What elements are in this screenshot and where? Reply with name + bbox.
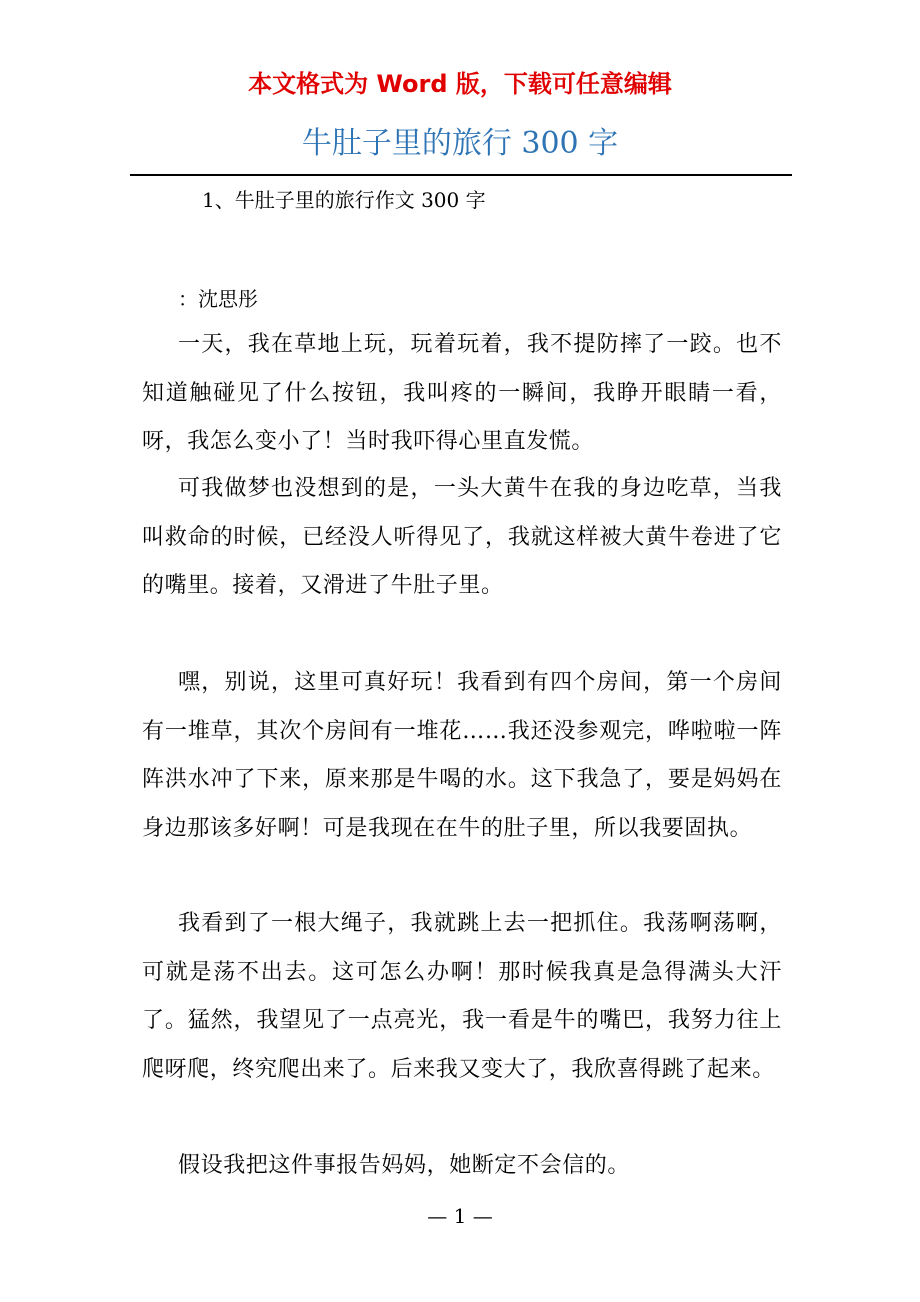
paragraph: 一天，我在草地上玩，玩着玩着，我不提防摔了一跤。也不知道触碰见了什么按钮，我叫疼的一瞬间，我睁开眼睛一看，呀，我怎么变小了！当时我吓得心里直发慌。 bbox=[142, 332, 782, 454]
title-divider bbox=[130, 174, 792, 176]
download-notice: 本文格式为 Word 版，下载可任意编辑 bbox=[248, 70, 672, 98]
section-heading: 1、牛肚子里的旅行作文 300 字 bbox=[202, 188, 486, 212]
author-line: ：沈思彤 bbox=[178, 287, 258, 311]
page-title: 牛肚子里的旅行 300 字 bbox=[301, 126, 619, 161]
paragraph: 嘿，别说，这里可真好玩！我看到有四个房间，第一个房间有一堆草，其次个房间有一堆花……我还没参观完，哗啦啦一阵阵洪水冲了下来，原来那是牛喝的水。这下我急了，要是妈妈在身边那该多好啊！可是我现在在牛的肚子里，所以我要固执。 bbox=[142, 670, 782, 841]
paragraph: 我看到了一根大绳子，我就跳上去一把抓住。我荡啊荡啊，可就是荡不出去。这可怎么办啊！那时候我真是急得满头大汗了。猛然，我望见了一点亮光，我一看是牛的嘴巴，我努力往上爬呀爬，终究爬出来了。后来我又变大了，我欣喜得跳了起来。 bbox=[142, 911, 782, 1082]
paragraph: 假设我把这件事报告妈妈，她断定不会信的。 bbox=[178, 1153, 631, 1178]
page-number: — 1 — bbox=[427, 1204, 493, 1228]
paragraph: 可我做梦也没想到的是，一头大黄牛在我的身边吃草，当我叫救命的时候，已经没人听得见了，我就这样被大黄牛卷进了它的嘴里。接着，又滑进了牛肚子里。 bbox=[142, 476, 782, 598]
